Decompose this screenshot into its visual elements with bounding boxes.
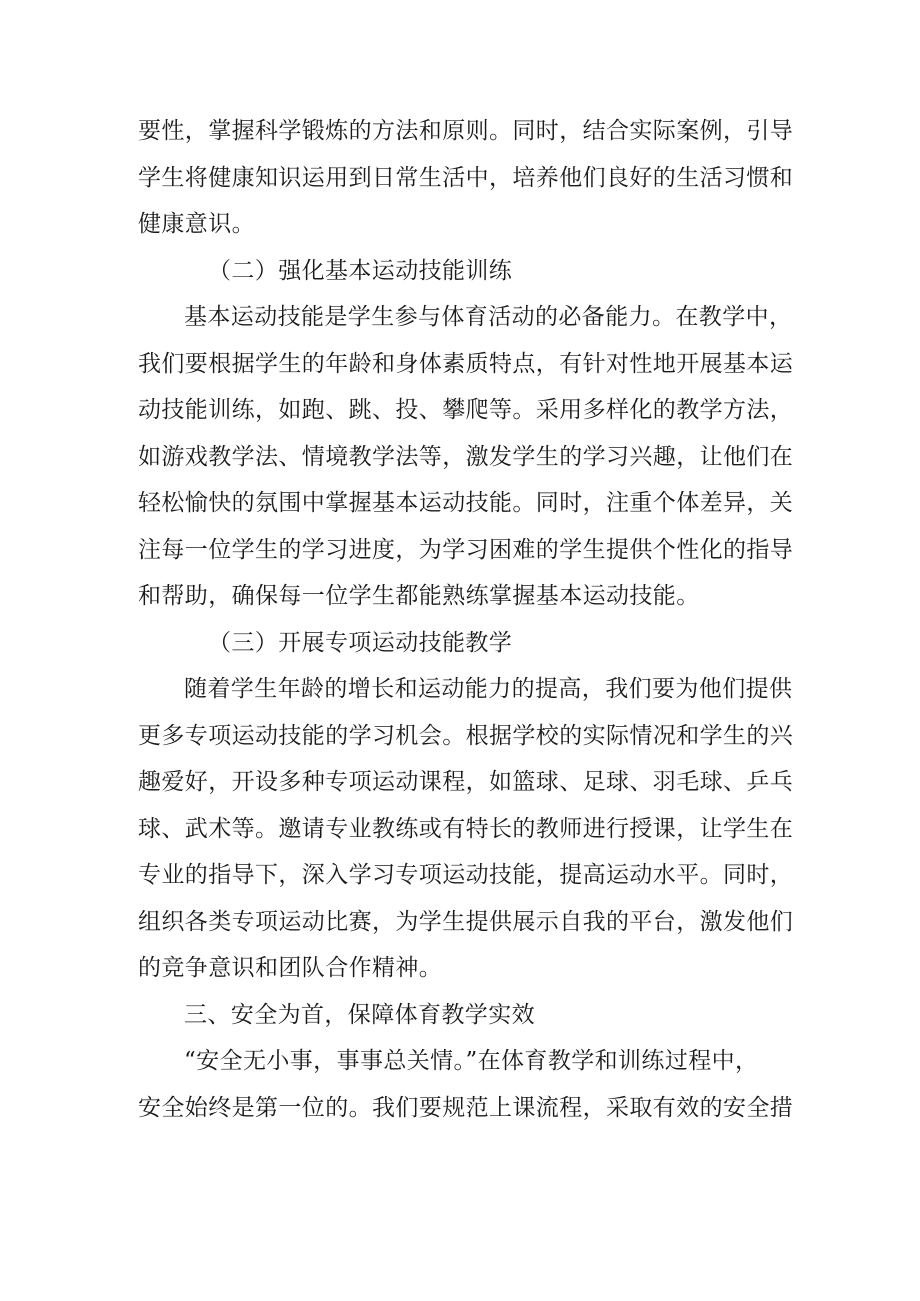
paragraph-start-line: 随着学生年龄的增长和运动能力的提高，我们要为他们提供 — [184, 676, 793, 702]
body-line: 健康意识。 — [138, 211, 255, 237]
body-line: 注每一位学生的学习进度，为学习困难的学生提供个性化的指导 — [138, 536, 794, 563]
body-line: 要性，掌握科学锻炼的方法和原则。同时，结合实际案例，引导 — [138, 118, 794, 144]
paragraph-start-line: 基本运动技能是学生参与体育活动的必备能力。在教学中， — [184, 304, 793, 330]
body-line: 学生将健康知识运用到日常生活中，培养他们良好的生活习惯和 — [138, 164, 794, 191]
body-line: 组织各类专项运动比赛，为学生提供展示自我的平台，激发他们 — [138, 908, 794, 935]
body-line: 和帮助，确保每一位学生都能熟练掌握基本运动技能。 — [138, 583, 700, 609]
body-line: 动技能训练，如跑、跳、投、攀爬等。采用多样化的教学方法， — [138, 397, 794, 423]
body-line: 如游戏教学法、情境教学法等，激发学生的学习兴趣，让他们在 — [138, 443, 794, 470]
body-line: 安全始终是第一位的。我们要规范上课流程，采取有效的安全措 — [138, 1094, 794, 1121]
subheading-strengthen-basic-skills: （二）强化基本运动技能训练 — [208, 257, 513, 284]
body-line: 更多专项运动技能的学习机会。根据学校的实际情况和学生的兴 — [138, 722, 794, 749]
body-line: 球、武术等。邀请专业教练或有特长的教师进行授课，让学生在 — [138, 815, 794, 842]
body-line: 趣爱好，开设多种专项运动课程，如篮球、足球、羽毛球、乒乓 — [138, 769, 794, 795]
body-line: 的竞争意识和团队合作精神。 — [138, 955, 443, 981]
body-line: 专业的指导下，深入学习专项运动技能，提高运动水平。同时， — [138, 862, 794, 888]
body-line: 轻松愉快的氛围中掌握基本运动技能。同时，注重个体差异，关 — [138, 490, 794, 516]
section-heading-safety-first: 三、安全为首，保障体育教学实效 — [184, 1001, 535, 1028]
document-body — [138, 108, 794, 1131]
paragraph-start-line: “安全无小事，事事总关情。”在体育教学和训练过程中， — [184, 1048, 759, 1074]
subheading-special-sports-teaching: （三）开展专项运动技能教学 — [208, 629, 513, 656]
body-line: 我们要根据学生的年龄和身体素质特点，有针对性地开展基本运 — [138, 350, 794, 377]
